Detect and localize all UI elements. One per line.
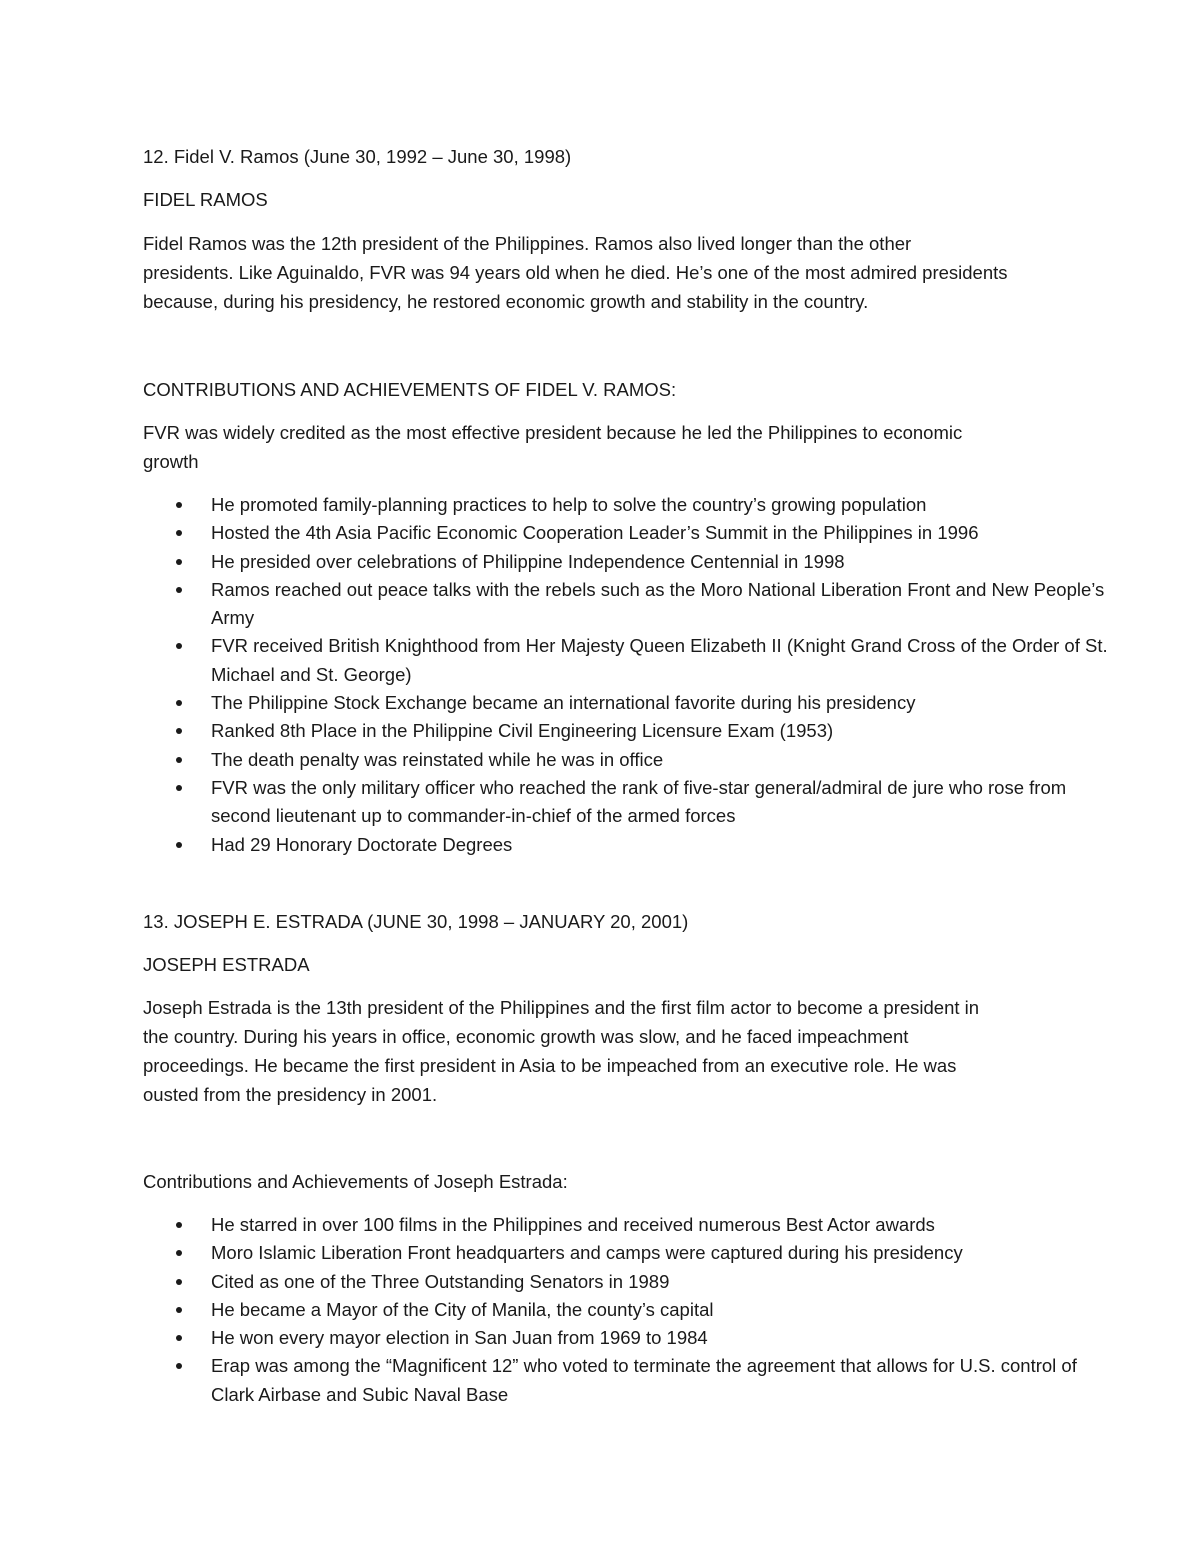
bullet-icon: [176, 643, 182, 649]
ramos-name: FIDEL RAMOS: [143, 189, 268, 210]
list-item: [143, 576, 1111, 633]
bullet-icon: [176, 502, 182, 508]
estrada-name: JOSEPH ESTRADA: [143, 954, 310, 975]
list-item-text: He became a Mayor of the City of Manila, the county’s capital: [211, 1298, 714, 1320]
list-item-text: FVR was the only military officer who reached the rank of five-star general/admiral de jure who rose from second lieutenant up to commander-in-chief of the armed forces: [211, 776, 1067, 827]
list-item: [143, 491, 1111, 519]
list-item: [143, 1268, 1111, 1296]
list-item: [143, 1239, 1111, 1267]
estrada-achievements-list: [143, 1211, 1111, 1409]
list-item-text: He presided over celebrations of Philippine Independence Centennial in 1998: [211, 550, 845, 572]
list-item-text: Ramos reached out peace talks with the rebels such as the Moro National Liberation Front and New People’s Army: [211, 578, 1105, 629]
list-item-text: The death penalty was reinstated while he was in office: [211, 748, 664, 770]
list-item: [143, 1211, 1111, 1239]
list-item-text: Hosted the 4th Asia Pacific Economic Cooperation Leader’s Summit in the Philippines in 1996: [211, 522, 979, 544]
bullet-icon: [176, 1335, 182, 1341]
list-item: [143, 548, 1111, 576]
ramos-bio-line: Fidel Ramos was the 12th president of the Philippines. Ramos also lived longer than the other: [143, 233, 912, 254]
bullet-icon: [176, 1222, 182, 1228]
list-item-text: Cited as one of the Three Outstanding Senators in 1989: [211, 1270, 670, 1292]
bullet-icon: [176, 757, 182, 763]
list-item: [143, 1324, 1111, 1352]
bullet-icon: [176, 587, 182, 593]
list-item: [143, 831, 1111, 859]
list-item-text: FVR received British Knighthood from Her Majesty Queen Elizabeth II (Knight Grand Cross of the Order of St. Michael and St. George): [211, 635, 1108, 685]
ramos-intro-line: FVR was widely credited as the most effective president because he led the Philippines to economic: [143, 422, 963, 443]
ramos-bio-line: because, during his presidency, he restored economic growth and stability in the country.: [143, 291, 869, 312]
list-item-text: Had 29 Honorary Doctorate Degrees: [211, 833, 513, 855]
bullet-icon: [176, 1250, 182, 1256]
list-item: [143, 717, 1111, 745]
ramos-achievements-list: [143, 491, 1111, 859]
list-item: [143, 774, 1111, 831]
ramos-contributions-heading: CONTRIBUTIONS AND ACHIEVEMENTS OF FIDEL V. RAMOS:: [143, 379, 677, 400]
bullet-icon: [176, 1363, 182, 1369]
bullet-icon: [176, 1279, 182, 1285]
estrada-bio-line: ousted from the presidency in 2001.: [143, 1084, 438, 1105]
list-item-text: Moro Islamic Liberation Front headquarters and camps were captured during his presidency: [211, 1242, 963, 1264]
list-item-text: He promoted family-planning practices to help to solve the country’s growing population: [211, 494, 927, 515]
list-item: [143, 689, 1111, 717]
estrada-heading: 13. JOSEPH E. ESTRADA (JUNE 30, 1998 – JANUARY 20, 2001): [143, 911, 689, 932]
bullet-icon: [176, 785, 182, 791]
bullet-icon: [176, 728, 182, 734]
list-item-text: The Philippine Stock Exchange became an international favorite during his presidency: [211, 692, 916, 714]
bullet-icon: [176, 559, 182, 565]
bullet-icon: [176, 700, 182, 706]
list-item-text: He starred in over 100 films in the Philippines and received numerous Best Actor awards: [211, 1214, 935, 1235]
estrada-bio-line: the country. During his years in office, economic growth was slow, and he faced impeachment: [143, 1026, 909, 1047]
list-item: [143, 1352, 1111, 1409]
ramos-heading: 12. Fidel V. Ramos (June 30, 1992 – June 30, 1998): [143, 146, 572, 167]
list-item: [143, 1296, 1111, 1324]
list-item: [143, 519, 1111, 547]
bullet-icon: [176, 842, 182, 848]
list-item: [143, 632, 1111, 689]
list-item: [143, 746, 1111, 774]
ramos-intro-line: growth: [143, 451, 199, 472]
ramos-bio-line: presidents. Like Aguinaldo, FVR was 94 years old when he died. He’s one of the most admired presidents: [143, 262, 1008, 283]
list-item-text: Erap was among the “Magnificent 12” who voted to terminate the agreement that allows for U.S. control of Clark Airbase and Subic Naval Base: [211, 1355, 1077, 1405]
estrada-contributions-heading: Contributions and Achievements of Joseph Estrada:: [143, 1171, 568, 1192]
estrada-bio-line: proceedings. He became the first president in Asia to be impeached from an executive role. He was: [143, 1055, 957, 1076]
list-item-text: He won every mayor election in San Juan from 1969 to 1984: [211, 1327, 708, 1349]
estrada-bio-line: Joseph Estrada is the 13th president of the Philippines and the first film actor to become a president in: [143, 997, 980, 1018]
list-item-text: Ranked 8th Place in the Philippine Civil Engineering Licensure Exam (1953): [211, 720, 834, 742]
bullet-icon: [176, 530, 182, 536]
bullet-icon: [176, 1307, 182, 1313]
